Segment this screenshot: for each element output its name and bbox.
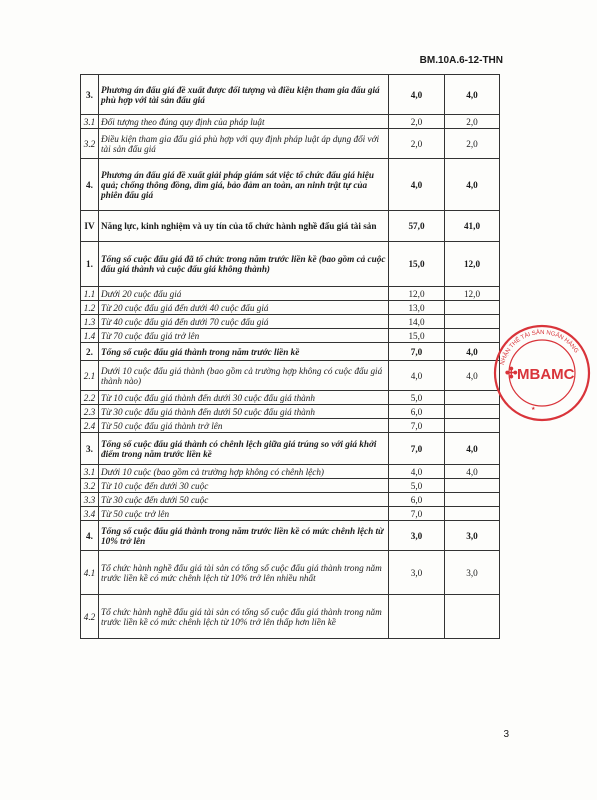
row-criterion: Tổng số cuộc đấu giá thành trong năm trước liền kề — [99, 343, 389, 361]
row-score: 4,0 — [445, 343, 500, 361]
row-criterion: Từ 70 cuộc đấu giá trở lên — [99, 329, 389, 343]
row-number: 3.3 — [81, 493, 99, 507]
svg-text:MBAMC: MBAMC — [517, 366, 575, 383]
row-criterion: Năng lực, kinh nghiệm và uy tín của tổ chức hành nghề đấu giá tài sản — [99, 211, 389, 242]
row-criterion: Từ 10 cuộc đấu giá thành đến dưới 30 cuộc đấu giá thành — [99, 391, 389, 405]
row-max-score: 4,0 — [389, 159, 445, 211]
page-number: 3 — [503, 729, 509, 740]
row-max-score: 6,0 — [389, 493, 445, 507]
table-row — [81, 287, 500, 301]
table-row — [81, 75, 500, 115]
svg-text:★: ★ — [531, 406, 536, 412]
row-criterion: Dưới 10 cuộc (bao gồm cả trường hợp không có chênh lệch) — [99, 465, 389, 479]
table-row — [81, 391, 500, 405]
row-number: 1. — [81, 242, 99, 287]
row-max-score: 7,0 — [389, 343, 445, 361]
row-max-score: 3,0 — [389, 521, 445, 551]
row-max-score: 13,0 — [389, 301, 445, 315]
row-max-score: 15,0 — [389, 329, 445, 343]
table-row — [81, 419, 500, 433]
table-row — [81, 315, 500, 329]
row-criterion: Từ 30 cuộc đấu giá thành đến dưới 50 cuộc đấu giá thành — [99, 405, 389, 419]
table-row — [81, 343, 500, 361]
row-score — [445, 301, 500, 315]
row-number: 3.1 — [81, 115, 99, 129]
row-score: 41,0 — [445, 211, 500, 242]
row-score — [445, 493, 500, 507]
row-score — [445, 507, 500, 521]
row-max-score: 4,0 — [389, 465, 445, 479]
row-criterion: Tổ chức hành nghề đấu giá tài sản có tổng số cuộc đấu giá thành trong năm trước liền kề có mức chênh lệch từ 10% trở lên nhiều nhất — [99, 551, 389, 595]
row-max-score: 12,0 — [389, 287, 445, 301]
row-score: 4,0 — [445, 361, 500, 391]
row-number: 3.1 — [81, 465, 99, 479]
row-number: 2. — [81, 343, 99, 361]
table-row — [81, 115, 500, 129]
row-score: 2,0 — [445, 129, 500, 159]
table-row — [81, 329, 500, 343]
row-criterion: Từ 30 cuộc đến dưới 50 cuộc — [99, 493, 389, 507]
row-number: 1.1 — [81, 287, 99, 301]
table-row — [81, 242, 500, 287]
row-max-score: 2,0 — [389, 115, 445, 129]
row-number: 3. — [81, 433, 99, 465]
criteria-table — [80, 74, 500, 639]
table-row — [81, 479, 500, 493]
row-criterion: Từ 50 cuộc đấu giá thành trở lên — [99, 419, 389, 433]
row-number: 3.2 — [81, 479, 99, 493]
row-number: 4.1 — [81, 551, 99, 595]
svg-text:✣: ✣ — [505, 365, 518, 382]
row-max-score: 6,0 — [389, 405, 445, 419]
table-row — [81, 507, 500, 521]
row-criterion: Phương án đấu giá đề xuất được đối tượng và điều kiện tham gia đấu giá phù hợp với tài sản đấu giá — [99, 75, 389, 115]
svg-text:NHẬN THẾ TÀI SẢN NGÂN HÀNG: NHẬN THẾ TÀI SẢN NGÂN HÀNG — [499, 329, 580, 366]
table-row — [81, 551, 500, 595]
table-row — [81, 595, 500, 639]
row-number: 1.2 — [81, 301, 99, 315]
row-criterion: Dưới 20 cuộc đấu giá — [99, 287, 389, 301]
row-number: 4. — [81, 521, 99, 551]
row-score — [445, 595, 500, 639]
row-max-score: 4,0 — [389, 75, 445, 115]
row-max-score: 15,0 — [389, 242, 445, 287]
row-score: 4,0 — [445, 159, 500, 211]
table-row — [81, 521, 500, 551]
row-max-score: 7,0 — [389, 507, 445, 521]
row-score: 4,0 — [445, 75, 500, 115]
table-row — [81, 361, 500, 391]
row-score: 4,0 — [445, 465, 500, 479]
row-max-score: 5,0 — [389, 391, 445, 405]
row-criterion: Từ 40 cuộc đấu giá đến dưới 70 cuộc đấu giá — [99, 315, 389, 329]
row-max-score — [389, 595, 445, 639]
row-number: 4.2 — [81, 595, 99, 639]
table-row — [81, 405, 500, 419]
form-code: BM.10A.6-12-THN — [419, 55, 503, 66]
row-criterion: Tổng số cuộc đấu giá đã tổ chức trong năm trước liền kề (bao gồm cả cuộc đấu giá thành và cuộc đấu giá không thành) — [99, 242, 389, 287]
row-number: 3.2 — [81, 129, 99, 159]
row-max-score: 57,0 — [389, 211, 445, 242]
row-number: 1.4 — [81, 329, 99, 343]
row-number: 1.3 — [81, 315, 99, 329]
row-max-score: 5,0 — [389, 479, 445, 493]
table-row — [81, 465, 500, 479]
row-score: 12,0 — [445, 287, 500, 301]
table-row — [81, 301, 500, 315]
row-max-score: 14,0 — [389, 315, 445, 329]
row-max-score: 7,0 — [389, 433, 445, 465]
row-max-score: 3,0 — [389, 551, 445, 595]
criteria-table-body — [81, 75, 500, 639]
row-number: 2.2 — [81, 391, 99, 405]
row-score: 2,0 — [445, 115, 500, 129]
row-score: 3,0 — [445, 521, 500, 551]
row-criterion: Đối tượng theo đúng quy định của pháp luật — [99, 115, 389, 129]
table-row — [81, 493, 500, 507]
table-row — [81, 129, 500, 159]
row-criterion: Tổng số cuộc đấu giá thành trong năm trước liền kề có mức chênh lệch từ 10% trở lên — [99, 521, 389, 551]
row-max-score: 4,0 — [389, 361, 445, 391]
row-score: 12,0 — [445, 242, 500, 287]
row-criterion: Tổ chức hành nghề đấu giá tài sản có tổng số cuộc đấu giá thành trong năm trước liền kề có mức chênh lệch từ 10% trở lên thấp hơn liền kề — [99, 595, 389, 639]
row-number: 4. — [81, 159, 99, 211]
row-number: 3. — [81, 75, 99, 115]
row-criterion: Dưới 10 cuộc đấu giá thành (bao gồm cả trường hợp không có cuộc đấu giá thành nào) — [99, 361, 389, 391]
row-number: 2.4 — [81, 419, 99, 433]
company-seal — [487, 322, 580, 424]
row-criterion: Tổng số cuộc đấu giá thành có chênh lệch giữa giá trúng so với giá khởi điểm trong năm trước liền kề — [99, 433, 389, 465]
row-criterion: Phương án đấu giá đề xuất giải pháp giám sát việc tổ chức đấu giá hiệu quả; chống thông đồng, dìm giá, bảo đảm an toàn, an ninh trật tự của phiên đấu giá — [99, 159, 389, 211]
row-score: 3,0 — [445, 551, 500, 595]
table-row — [81, 211, 500, 242]
row-criterion: Từ 20 cuộc đấu giá đến dưới 40 cuộc đấu giá — [99, 301, 389, 315]
row-max-score: 2,0 — [389, 129, 445, 159]
table-row — [81, 159, 500, 211]
table-row — [81, 433, 500, 465]
row-number: IV — [81, 211, 99, 242]
row-score: 4,0 — [445, 433, 500, 465]
row-criterion: Từ 50 cuộc trở lên — [99, 507, 389, 521]
row-max-score: 7,0 — [389, 419, 445, 433]
row-number: 2.3 — [81, 405, 99, 419]
row-score — [445, 479, 500, 493]
row-number: 3.4 — [81, 507, 99, 521]
row-criterion: Từ 10 cuộc đến dưới 30 cuộc — [99, 479, 389, 493]
row-number: 2.1 — [81, 361, 99, 391]
row-criterion: Điều kiện tham gia đấu giá phù hợp với quy định pháp luật áp dụng đối với tài sản đấu giá — [99, 129, 389, 159]
